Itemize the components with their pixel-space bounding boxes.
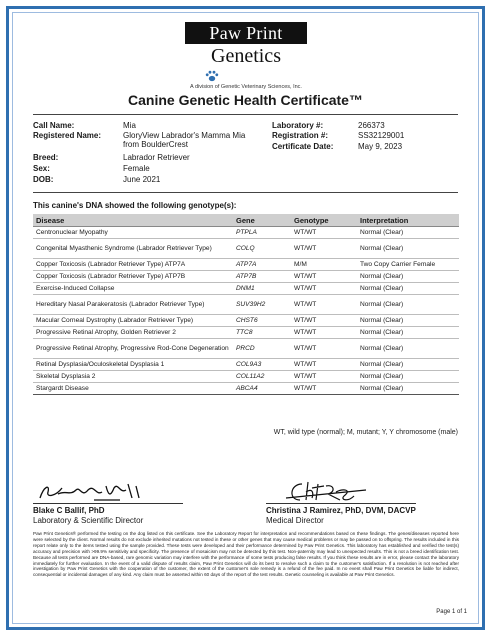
column-header-gene: Gene [233,214,291,227]
call-name-label: Call Name: [33,121,75,130]
genotype-cell: WT/WT [291,271,357,283]
genotype-cell: WT/WT [291,315,357,327]
signatory-role-ramirez: Medical Director [266,516,324,525]
genotype-cell: WT/WT [291,283,357,295]
gene-cell: COLQ [233,239,291,259]
interpretation-cell: Normal (Clear) [357,239,459,259]
info-divider [33,192,458,193]
dob-value: June 2021 [123,175,161,184]
genotype-cell: WT/WT [291,383,357,395]
sex-label: Sex: [33,164,50,173]
gene-cell: SUV39H2 [233,295,291,315]
disease-cell: Exercise-Induced Collapse [33,283,233,295]
certificate-date-value: May 9, 2023 [358,142,403,151]
table-row [33,283,459,295]
gene-cell: COL11A2 [233,371,291,383]
interpretation-cell: Two Copy Carrier Female [357,259,459,271]
certificate-date-label: Certificate Date: [272,142,334,151]
column-header-interpretation: Interpretation [357,214,459,227]
gene-cell: ABCA4 [233,383,291,395]
gene-cell: PRCD [233,339,291,359]
gene-cell: ATP7A [233,259,291,271]
gene-cell: CHST6 [233,315,291,327]
disease-cell: Skeletal Dysplasia 2 [33,371,233,383]
paw-icon [205,70,219,82]
genotype-cell: WT/WT [291,327,357,339]
column-header-genotype: Genotype [291,214,357,227]
legal-disclaimer: Paw Print Genetics® performed the testing on the dog listed on this certificate. See the Laboratory Report for interpretation and recommendations based on these findings. The genes/diseases reported here were selected by the client. Normal results do not exclude inherited mutations not tested in these or other genes that may cause medical problems or may be passed on to offspring. The results included in this report relate only to the items tested using the sample provided. These tests were developed and their performance determined by Paw Print Genetics. This laboratory has established and verified the test(s) accuracy and precision with >99.9% sensitivity and specificity. The presence of mosaicism may not be detected by this test. Non-paternity may lead to unexpected results. This is not a breed identification test. Because all tests performed are DNA-based, rare genomic variation may interfere with the performance of some tests producing false results. If you think these results are in error, please contact the laboratory immediately for further evaluation. In the event of a valid dispute of results claim, Paw Print Genetics will do its best to resolve such a claim to the customer's satisfaction. If a resolution is not reached after investigation by Paw Print Genetics with the cooperation of the customer, the extent of the customer's sole remedy is a refund of the fee paid. In no event shall Paw Print Genetics be liable for indirect, consequential or incidental damages of any kind. Any claim must be asserted within 60 days of the report of the test results. Genetic counseling is available at Paw Print Genetics. [33,531,459,578]
disease-cell: Progressive Retinal Atrophy, Golden Retriever 2 [33,327,233,339]
registration-label: Registration #: [272,131,329,140]
table-row [33,327,459,339]
interpretation-cell: Normal (Clear) [357,295,459,315]
genotype-cell: WT/WT [291,239,357,259]
table-row [33,315,459,327]
gene-cell: PTPLA [233,227,291,239]
signature-line-left [33,503,183,504]
column-header-disease: Disease [33,214,233,227]
breed-label: Breed: [33,153,59,162]
gene-cell: DNM1 [233,283,291,295]
logo-bottom-text: Genetics [211,45,281,67]
title-divider [33,114,458,115]
gene-cell: TTC8 [233,327,291,339]
registered-name-line2: from BoulderCrest [123,140,188,149]
genotype-table [33,214,459,395]
genotype-cell: WT/WT [291,227,357,239]
table-row [33,259,459,271]
lab-number-value: 266373 [358,121,385,130]
certificate-title: Canine Genetic Health Certificate™ [128,92,363,108]
genotype-cell: WT/WT [291,371,357,383]
disease-cell: Copper Toxicosis (Labrador Retriever Type) ATP7B [33,271,233,283]
genotype-cell: WT/WT [291,339,357,359]
table-row [33,359,459,371]
sex-value: Female [123,164,150,173]
interpretation-cell: Normal (Clear) [357,227,459,239]
interpretation-cell: Normal (Clear) [357,339,459,359]
disease-cell: Centronuclear Myopathy [33,227,233,239]
signatory-role-ballif: Laboratory & Scientific Director [33,516,144,525]
breed-value: Labrador Retriever [123,153,190,162]
table-row [33,271,459,283]
table-row [33,371,459,383]
genotype-cell: WT/WT [291,295,357,315]
interpretation-cell: Normal (Clear) [357,371,459,383]
interpretation-cell: Normal (Clear) [357,283,459,295]
signature-line-right [266,503,416,504]
disease-cell: Progressive Retinal Atrophy, Progressive Rod-Cone Degeneration [33,339,233,359]
signature-ballif-image [36,478,156,504]
lab-number-label: Laboratory #: [272,121,324,130]
disease-cell: Congenital Myasthenic Syndrome (Labrador Retriever Type) [33,239,233,259]
table-row [33,227,459,239]
dob-label: DOB: [33,175,54,184]
logo-tagline: A division of Genetic Veterinary Sciences, Inc. [190,84,302,90]
genotype-cell: WT/WT [291,359,357,371]
interpretation-cell: Normal (Clear) [357,383,459,395]
disease-cell: Stargardt Disease [33,383,233,395]
interpretation-cell: Normal (Clear) [357,359,459,371]
disease-cell: Retinal Dysplasia/Oculoskeletal Dysplasia 1 [33,359,233,371]
signatory-name-ballif: Blake C Ballif, PhD [33,506,105,515]
interpretation-cell: Normal (Clear) [357,315,459,327]
table-header-row [33,214,459,227]
disease-cell: Macular Corneal Dystrophy (Labrador Retriever Type) [33,315,233,327]
disease-cell: Hereditary Nasal Parakeratosis (Labrador Retriever Type) [33,295,233,315]
paw-print-genetics-logo [185,22,307,90]
gene-cell: ATP7B [233,271,291,283]
signature-ramirez-image [282,478,372,504]
table-row [33,295,459,315]
results-heading: This canine's DNA showed the following genotype(s): [33,201,237,210]
call-name-value: Mia [123,121,136,130]
signatory-name-ramirez: Christina J Ramirez, PhD, DVM, DACVP [266,506,416,515]
interpretation-cell: Normal (Clear) [357,271,459,283]
disease-cell: Copper Toxicosis (Labrador Retriever Type) ATP7A [33,259,233,271]
registered-name-line1: GloryView Labrador's Mamma Mia [123,131,246,140]
table-row [33,339,459,359]
registration-value: SS32129001 [358,131,405,140]
genotype-cell: M/M [291,259,357,271]
table-row [33,383,459,395]
logo-top-text: Paw Print [185,22,307,44]
interpretation-cell: Normal (Clear) [357,327,459,339]
table-row [33,239,459,259]
page-number: Page 1 of 1 [436,609,467,615]
genotype-legend: WT, wild type (normal); M, mutant; Y, Y chromosome (male) [273,429,458,436]
registered-name-label: Registered Name: [33,131,102,140]
gene-cell: COL9A3 [233,359,291,371]
